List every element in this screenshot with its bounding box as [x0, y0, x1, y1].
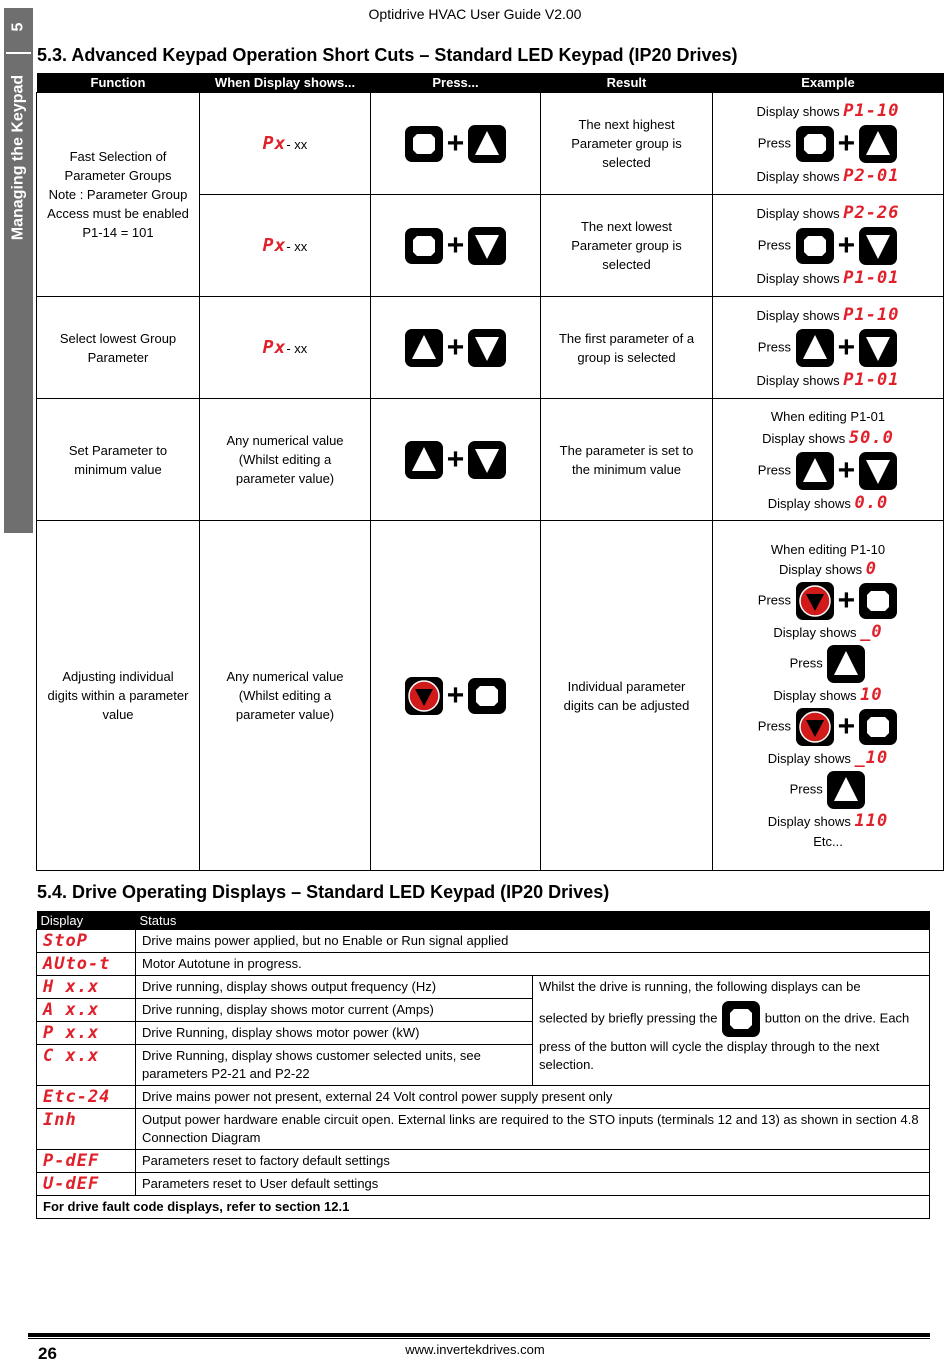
down-arrow-key-icon [467, 226, 507, 266]
col-status: Status [136, 911, 930, 930]
example-cell [713, 195, 944, 297]
example-label: Display shows [756, 103, 840, 119]
down-arrow-key-icon [858, 451, 898, 491]
result-line: Individual parameter [567, 678, 686, 694]
example-label: Display shows [756, 168, 840, 184]
example-label: Display shows [756, 307, 840, 323]
result-cell [541, 297, 713, 399]
status-text: Drive Running, display shows motor power (kW) [136, 1022, 533, 1045]
plus-icon: + [837, 710, 856, 743]
display-line: (Whilst editing a [238, 452, 332, 467]
example-label: Display shows [767, 751, 851, 766]
navigate-key-icon [795, 227, 835, 265]
result-line: The first parameter of a [558, 330, 695, 346]
seg-display: Inh [43, 1110, 77, 1130]
example-cell [713, 93, 944, 195]
down-arrow-key-icon [858, 226, 898, 266]
result-line: The parameter is set to [559, 442, 694, 458]
example-cell [713, 399, 944, 521]
seg-display: 0.0 [854, 492, 889, 513]
plus-icon: + [837, 453, 856, 487]
status-text: Drive running, display shows motor current (Amps) [136, 999, 533, 1022]
footer-rule [28, 1333, 930, 1337]
display-code [37, 1086, 136, 1109]
example-heading: When editing P1-01 [770, 408, 886, 424]
display-code [37, 1045, 136, 1086]
col-result: Result [541, 73, 713, 93]
display-line: (Whilst editing a [238, 688, 332, 703]
function-line: Adjusting individual [62, 669, 174, 684]
function-line: Fast Selection of [69, 149, 167, 164]
display-line: Any numerical value [226, 669, 344, 684]
status-text: Parameters reset to User default settings [136, 1173, 930, 1196]
seg-display: 0 [865, 559, 877, 579]
result-line: The next highest [578, 117, 675, 132]
seg-display: P1-01 [843, 369, 900, 390]
seg-display: U-dEF [43, 1174, 100, 1194]
display-code [37, 976, 136, 999]
function-line: value [102, 707, 134, 722]
seg-display: H x.x [43, 977, 100, 997]
navigate-key-icon [467, 677, 507, 715]
function-line: Select lowest Group [59, 330, 177, 346]
up-arrow-key-icon [467, 124, 507, 164]
display-code [37, 1150, 136, 1173]
navigate-key-icon [858, 582, 898, 620]
seg-display: _0 [860, 622, 883, 642]
press-cell [371, 399, 541, 521]
example-label: Display shows [767, 814, 851, 829]
result-line: digits can be adjusted [563, 697, 690, 713]
plus-icon: + [446, 228, 465, 262]
seg-display: P2-26 [843, 202, 900, 223]
navigate-key-icon [404, 227, 444, 265]
display-code [37, 1173, 136, 1196]
display-code [37, 999, 136, 1022]
display-cell [200, 93, 371, 195]
display-suffix: - xx [286, 136, 308, 152]
up-arrow-key-icon [795, 328, 835, 368]
display-cell [200, 399, 371, 521]
down-arrow-key-icon [467, 328, 507, 368]
tab-divider [6, 52, 31, 54]
example-label: Display shows [762, 430, 846, 446]
press-label: Press [757, 718, 792, 734]
display-code [37, 953, 136, 976]
plus-icon: + [446, 126, 465, 160]
example-label: Display shows [756, 270, 840, 286]
press-label: Press [757, 236, 792, 252]
display-suffix: - xx [286, 340, 308, 356]
up-arrow-key-icon [826, 644, 866, 684]
press-cell [371, 521, 541, 871]
display-line: parameter value) [235, 471, 335, 486]
function-line: Parameter [87, 349, 149, 365]
status-text: Parameters reset to factory default settings [136, 1150, 930, 1173]
function-cell [37, 399, 200, 521]
result-line: selected [602, 155, 651, 170]
seg-display: A x.x [43, 1000, 100, 1020]
col-display: When Display shows... [200, 73, 371, 93]
press-label: Press [757, 461, 792, 477]
press-cell [371, 195, 541, 297]
seg-display: C x.x [43, 1046, 100, 1066]
footer-rule-thin [28, 1338, 930, 1339]
plus-icon: + [837, 228, 856, 262]
press-label: Press [757, 338, 792, 354]
result-cell [541, 399, 713, 521]
seg-display: P1-10 [843, 304, 900, 325]
press-label: Press [789, 655, 823, 671]
plus-icon: + [446, 330, 465, 364]
seg-display: Etc-24 [43, 1087, 111, 1107]
display-code [37, 930, 136, 953]
seg-display: 50.0 [848, 427, 894, 448]
footer-url: www.invertekdrives.com [405, 1342, 545, 1357]
navigate-key-icon [795, 125, 835, 163]
operating-displays-table [36, 911, 930, 1219]
fault-code-note: For drive fault code displays, refer to section 12.1 [37, 1196, 930, 1219]
seg-display: Px [262, 336, 287, 358]
plus-icon: + [446, 442, 465, 476]
example-cell [713, 297, 944, 399]
example-label: Display shows [767, 495, 851, 511]
result-line: The next lowest [580, 219, 673, 234]
example-heading: When editing P1-10 [770, 542, 886, 557]
running-note [533, 976, 930, 1086]
example-etc: Etc... [813, 834, 843, 849]
chapter-side-tab [4, 8, 33, 533]
press-label: Press [757, 134, 792, 150]
result-line: group is selected [577, 349, 676, 365]
up-arrow-key-icon [795, 451, 835, 491]
example-label: Display shows [773, 625, 857, 640]
status-text: Drive Running, display shows customer selected units, see parameters P2-21 and P2-22 [136, 1045, 533, 1086]
function-line: Parameter Groups [64, 168, 172, 183]
status-text: Output power hardware enable circuit open. External links are required to the STO inputs (terminals 12 and 13) as shown in section 4.8 Connection Diagram [136, 1109, 930, 1150]
press-label: Press [757, 592, 792, 608]
display-suffix: - xx [286, 238, 308, 254]
stop-key-icon [404, 676, 444, 716]
up-arrow-key-icon [404, 328, 444, 368]
function-line: Set Parameter to [68, 442, 168, 458]
up-arrow-key-icon [826, 770, 866, 810]
display-line: parameter value) [235, 707, 335, 722]
section-title-5-4: 5.4. Drive Operating Displays – Standard LED Keypad (IP20 Drives) [37, 882, 610, 902]
plus-icon: + [837, 330, 856, 364]
plus-icon: + [837, 584, 856, 617]
seg-display: P-dEF [43, 1151, 100, 1171]
function-cell [37, 93, 200, 297]
display-cell [200, 297, 371, 399]
example-label: Display shows [773, 688, 857, 703]
function-line: Note : Parameter Group [48, 187, 188, 202]
up-arrow-key-icon [404, 440, 444, 480]
note-line: selected by briefly pressing the [539, 1010, 718, 1026]
result-cell [541, 195, 713, 297]
status-text: Drive mains power applied, but no Enable or Run signal applied [136, 930, 930, 953]
seg-display: 110 [854, 811, 889, 831]
result-cell [541, 93, 713, 195]
down-arrow-key-icon [467, 440, 507, 480]
seg-display: _10 [854, 748, 889, 768]
seg-display: P1-01 [843, 267, 900, 288]
navigate-key-icon [721, 1000, 761, 1038]
function-line: minimum value [74, 461, 162, 477]
result-cell [541, 521, 713, 871]
status-text: Motor Autotune in progress. [136, 953, 930, 976]
navigate-key-icon [858, 708, 898, 746]
display-cell [200, 195, 371, 297]
navigate-key-icon [404, 125, 444, 163]
function-line: digits within a parameter [47, 688, 189, 703]
note-line: Whilst the drive is running, the following displays can be [539, 979, 861, 994]
result-line: the minimum value [571, 461, 682, 477]
seg-display: StoP [43, 931, 88, 951]
col-press: Press... [371, 73, 541, 93]
chapter-number: 5 [9, 22, 27, 32]
display-code [37, 1109, 136, 1150]
display-code [37, 1022, 136, 1045]
seg-display: P2-01 [843, 165, 900, 186]
col-example: Example [713, 73, 944, 93]
press-cell [371, 93, 541, 195]
example-cell [713, 521, 944, 871]
seg-display: 10 [860, 685, 883, 705]
chapter-label: Managing the Keypad [9, 74, 27, 241]
result-line: Parameter group is [571, 136, 682, 151]
press-cell [371, 297, 541, 399]
col-display: Display [37, 911, 136, 930]
status-text: Drive mains power not present, external 24 Volt control power supply present only [136, 1086, 930, 1109]
function-cell [37, 521, 200, 871]
example-label: Display shows [779, 562, 863, 577]
page-number: 26 [38, 1344, 57, 1363]
status-text: Drive running, display shows output frequency (Hz) [136, 976, 533, 999]
note-line: button on the drive. Each press of the button will cycle the display through to the next selection. [539, 1010, 910, 1072]
seg-display: P x.x [43, 1023, 100, 1043]
page-header: Optidrive HVAC User Guide V2.00 [368, 6, 582, 22]
down-arrow-key-icon [858, 328, 898, 368]
plus-icon: + [837, 126, 856, 160]
seg-display: P1-10 [843, 100, 900, 121]
section-title-5-3: 5.3. Advanced Keypad Operation Short Cuts – Standard LED Keypad (IP20 Drives) [37, 45, 738, 65]
result-line: Parameter group is [571, 238, 682, 253]
display-cell [200, 521, 371, 871]
example-label: Display shows [756, 372, 840, 388]
function-line: P1-14 = 101 [82, 225, 154, 240]
up-arrow-key-icon [858, 124, 898, 164]
press-label: Press [789, 781, 823, 797]
example-label: Display shows [756, 205, 840, 221]
seg-display: AUto-t [43, 954, 111, 974]
plus-icon: + [446, 678, 465, 712]
function-line: Access must be enabled [47, 206, 189, 221]
seg-display: Px [262, 234, 287, 256]
display-line: Any numerical value [226, 433, 344, 448]
result-line: selected [602, 257, 651, 272]
stop-key-icon [795, 581, 835, 621]
shortcuts-table [36, 73, 944, 871]
seg-display: Px [262, 132, 287, 154]
function-cell [37, 297, 200, 399]
col-function: Function [37, 73, 200, 93]
stop-key-icon [795, 707, 835, 747]
